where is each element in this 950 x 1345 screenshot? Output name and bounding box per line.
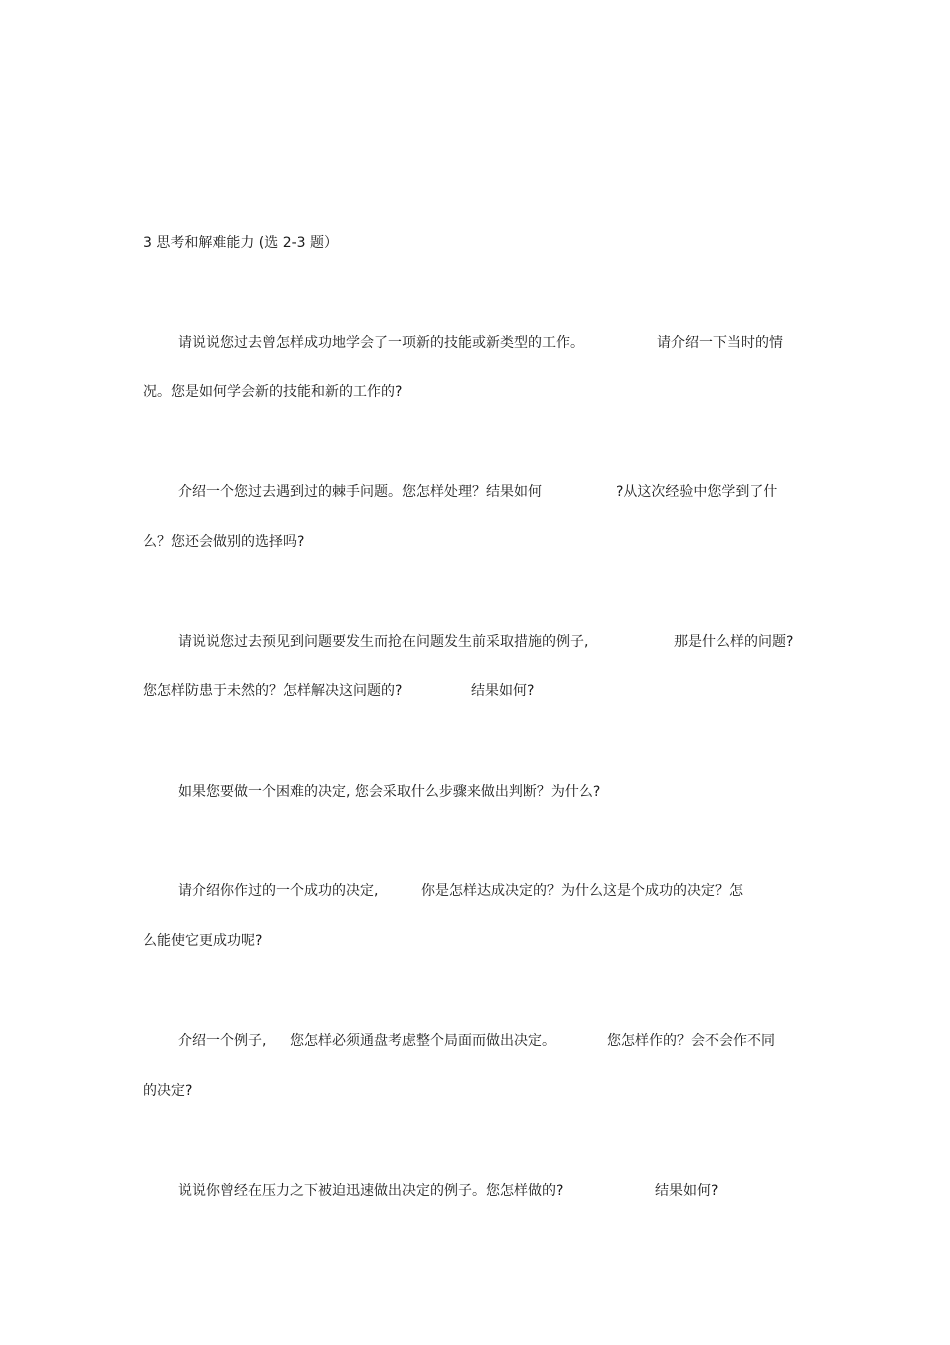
question-4-line-1: 如果您要做一个困难的决定, 您会采取什么步骤来做出判断？为什么? [178, 784, 601, 800]
question-5-line-2: 么能使它更成功呢? [143, 933, 263, 949]
question-2-line-2: 么？您还会做别的选择吗? [143, 534, 305, 550]
question-3-line-1-part-1: 请说说您过去预见到问题要发生而抢在问题发生前采取措施的例子, [178, 634, 589, 650]
question-7-line-1-part-2: 结果如何? [655, 1183, 719, 1199]
question-6-line-1-part-1: 介绍一个例子, [178, 1033, 267, 1049]
question-6-line-1-part-2: 您怎样必须通盘考虑整个局面而做出决定。 [290, 1033, 556, 1049]
question-3-line-2-part-2: 结果如何? [471, 683, 535, 699]
section-heading: 3 思考和解难能力 (选 2-3 题） [143, 235, 339, 251]
question-1-line-1-part-2: 请介绍一下当时的情 [657, 335, 783, 351]
question-1-line-1-part-1: 请说说您过去曾怎样成功地学会了一项新的技能或新类型的工作。 [178, 335, 584, 351]
question-5-line-1-part-2: 你是怎样达成决定的？为什么这是个成功的决定？怎 [421, 883, 743, 899]
question-2-line-1-part-2: ?从这次经验中您学到了什 [616, 484, 778, 500]
question-7-line-1-part-1: 说说你曾经在压力之下被迫迅速做出决定的例子。您怎样做的? [178, 1183, 564, 1199]
question-3-line-1-part-2: 那是什么样的问题? [674, 634, 794, 650]
question-6-line-1-part-3: 您怎样作的？会不会作不同 [607, 1033, 775, 1049]
question-5-line-1-part-1: 请介绍你作过的一个成功的决定, [178, 883, 379, 899]
question-3-line-2-part-1: 您怎样防患于未然的？怎样解决这问题的? [143, 683, 403, 699]
question-1-line-2: 况。您是如何学会新的技能和新的工作的? [143, 384, 403, 400]
question-6-line-2: 的决定? [143, 1083, 193, 1099]
question-2-line-1-part-1: 介绍一个您过去遇到过的棘手问题。您怎样处理？结果如何 [178, 484, 542, 500]
